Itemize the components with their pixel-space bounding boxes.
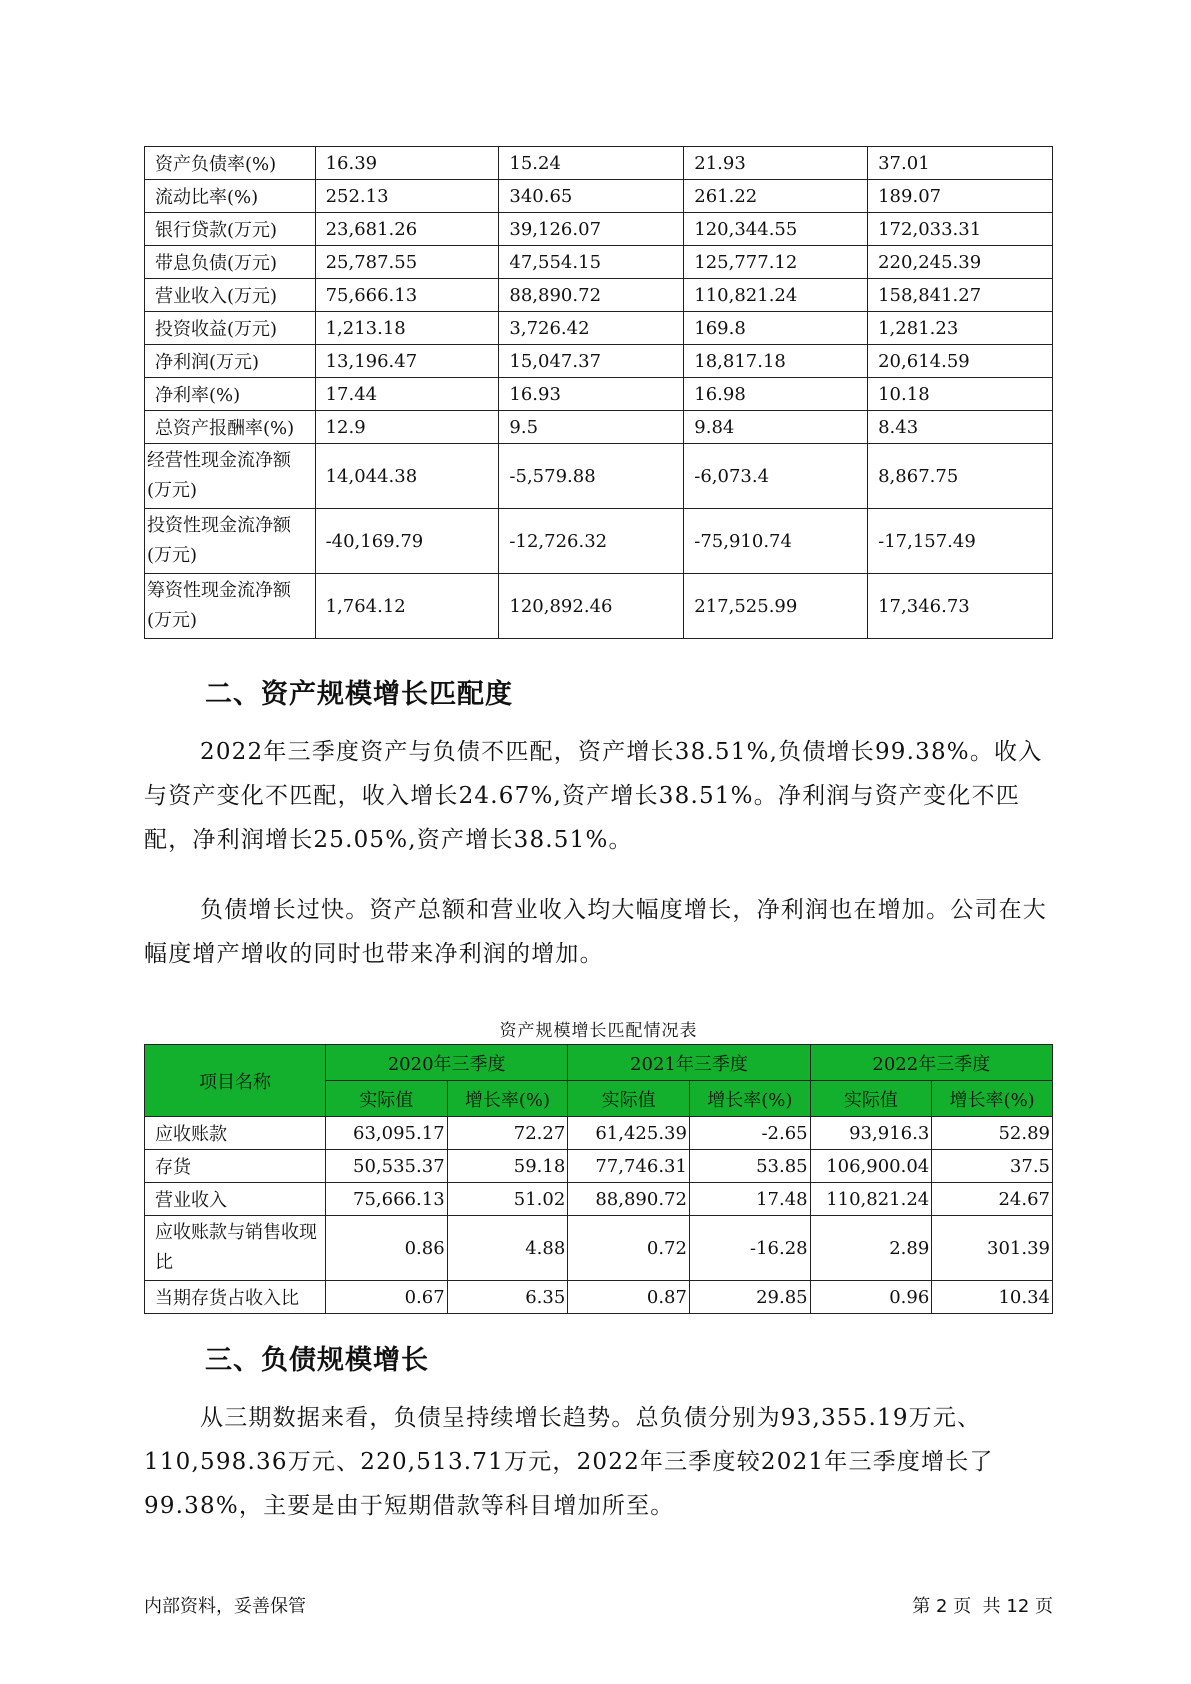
section2-paragraph-1: 2022年三季度资产与负债不匹配，资产增长38.51%,负债增长99.38%。收入与资产变化不匹配，收入增长24.67%,资产增长38.51%。净利润与资产变化不匹配，净利润增长25.05%,资产增长38.51%。: [144, 739, 1043, 853]
table-cell: 47,554.15: [499, 246, 684, 279]
table-cell: 20,614.59: [868, 345, 1053, 378]
table-row: [145, 147, 1053, 180]
table-cell: -5,579.88: [499, 444, 684, 509]
table-cell: 2.89: [810, 1216, 932, 1281]
table-cell: 220,245.39: [868, 246, 1053, 279]
growth-rate-header: 增长率(%): [447, 1081, 568, 1117]
period-header: 2020年三季度: [325, 1045, 567, 1081]
table-cell: 21.93: [684, 147, 868, 180]
table-cell: 88,890.72: [499, 279, 684, 312]
table-cell: 17.48: [689, 1183, 810, 1216]
table-cell: 18,817.18: [684, 345, 868, 378]
item-name-header: 项目名称: [145, 1045, 326, 1117]
table-cell: 106,900.04: [810, 1150, 932, 1183]
table-row: [145, 1183, 1053, 1216]
table-cell: 50,535.37: [325, 1150, 447, 1183]
table-cell: 16.93: [499, 378, 684, 411]
table-row: [145, 509, 1053, 574]
row-label: 流动比率(%): [145, 180, 316, 213]
table-cell: 15.24: [499, 147, 684, 180]
table-cell: 37.5: [932, 1150, 1053, 1183]
table-row: [145, 444, 1053, 509]
table-cell: 6.35: [447, 1281, 568, 1314]
table-cell: 39,126.07: [499, 213, 684, 246]
row-label: 应收账款: [145, 1117, 326, 1150]
table-cell: 169.8: [684, 312, 868, 345]
table-cell: 252.13: [315, 180, 499, 213]
financial-summary-table: [144, 146, 1053, 639]
row-label: 银行贷款(万元): [145, 213, 316, 246]
actual-value-header: 实际值: [810, 1081, 932, 1117]
row-label: 总资产报酬率(%): [145, 411, 316, 444]
table-cell: 23,681.26: [315, 213, 499, 246]
table-cell: 59.18: [447, 1150, 568, 1183]
row-label: 经营性现金流净额(万元): [145, 444, 316, 509]
table-cell: 77,746.31: [568, 1150, 690, 1183]
table-cell: 217,525.99: [684, 574, 868, 639]
table-cell: 51.02: [447, 1183, 568, 1216]
actual-value-header: 实际值: [325, 1081, 447, 1117]
table-cell: 1,281.23: [868, 312, 1053, 345]
table-cell: 12.9: [315, 411, 499, 444]
table-cell: 120,892.46: [499, 574, 684, 639]
row-label: 资产负债率(%): [145, 147, 316, 180]
actual-value-header: 实际值: [568, 1081, 690, 1117]
table-cell: 1,764.12: [315, 574, 499, 639]
table-cell: 0.72: [568, 1216, 690, 1281]
growth-rate-header: 增长率(%): [932, 1081, 1053, 1117]
period-header: 2022年三季度: [810, 1045, 1052, 1081]
row-label: 应收账款与销售收现比: [145, 1216, 326, 1281]
table-cell: 0.86: [325, 1216, 447, 1281]
table-cell: 17.44: [315, 378, 499, 411]
table-cell: -2.65: [689, 1117, 810, 1150]
table-row: [145, 411, 1053, 444]
row-label: 营业收入: [145, 1183, 326, 1216]
table-cell: 0.87: [568, 1281, 690, 1314]
table-cell: 63,095.17: [325, 1117, 447, 1150]
table-cell: 10.34: [932, 1281, 1053, 1314]
table-row: [145, 246, 1053, 279]
table-row: [145, 1150, 1053, 1183]
row-label: 存货: [145, 1150, 326, 1183]
section2-heading: 二、资产规模增长匹配度: [205, 679, 513, 710]
table-cell: 17,346.73: [868, 574, 1053, 639]
table-row: [145, 1117, 1053, 1150]
table-row: [145, 1281, 1053, 1314]
table-cell: 13,196.47: [315, 345, 499, 378]
table-cell: 24.67: [932, 1183, 1053, 1216]
table-row: [145, 279, 1053, 312]
table-row: [145, 312, 1053, 345]
row-label: 净利率(%): [145, 378, 316, 411]
table-cell: 189.07: [868, 180, 1053, 213]
footer-confidential-note: 内部资料，妥善保管: [144, 1596, 306, 1617]
table-cell: 14,044.38: [315, 444, 499, 509]
table-cell: 340.65: [499, 180, 684, 213]
table-row: [145, 1216, 1053, 1281]
table-cell: 110,821.24: [684, 279, 868, 312]
table-cell: 37.01: [868, 147, 1053, 180]
table-cell: 9.5: [499, 411, 684, 444]
row-label: 营业收入(万元): [145, 279, 316, 312]
table-cell: -12,726.32: [499, 509, 684, 574]
table-cell: 125,777.12: [684, 246, 868, 279]
table-cell: 0.67: [325, 1281, 447, 1314]
table-cell: 9.84: [684, 411, 868, 444]
table-cell: 8.43: [868, 411, 1053, 444]
table-cell: 261.22: [684, 180, 868, 213]
section3-heading: 三、负债规模增长: [205, 1345, 429, 1376]
table-cell: 61,425.39: [568, 1117, 690, 1150]
table-cell: 8,867.75: [868, 444, 1053, 509]
period-header: 2021年三季度: [568, 1045, 810, 1081]
table-cell: -6,073.4: [684, 444, 868, 509]
row-label: 筹资性现金流净额(万元): [145, 574, 316, 639]
table-cell: 10.18: [868, 378, 1053, 411]
table-cell: 4.88: [447, 1216, 568, 1281]
table-cell: 88,890.72: [568, 1183, 690, 1216]
table-row: [145, 345, 1053, 378]
table-cell: 3,726.42: [499, 312, 684, 345]
table-cell: 0.96: [810, 1281, 932, 1314]
row-label: 带息负债(万元): [145, 246, 316, 279]
table-cell: 29.85: [689, 1281, 810, 1314]
table-cell: 75,666.13: [325, 1183, 447, 1216]
table-cell: 53.85: [689, 1150, 810, 1183]
table-cell: 75,666.13: [315, 279, 499, 312]
section3-paragraph-1: 从三期数据来看，负债呈持续增长趋势。总负债分别为93,355.19万元、110,598.36万元、220,513.71万元，2022年三季度较2021年三季度增长了99.38%，主要是由于短期借款等科目增加所至。: [144, 1405, 994, 1519]
asset-growth-match-table: [144, 1044, 1053, 1314]
table-row: [145, 180, 1053, 213]
table-row: [145, 378, 1053, 411]
table-cell: 16.98: [684, 378, 868, 411]
table-cell: 25,787.55: [315, 246, 499, 279]
table-cell: 110,821.24: [810, 1183, 932, 1216]
table-cell: 120,344.55: [684, 213, 868, 246]
table-cell: 172,033.31: [868, 213, 1053, 246]
table-cell: 15,047.37: [499, 345, 684, 378]
table-caption: 资产规模增长匹配情况表: [499, 1021, 698, 1041]
footer-page-number: 第 2 页 共 12 页: [912, 1596, 1053, 1617]
row-label: 当期存货占收入比: [145, 1281, 326, 1314]
table-row: [145, 213, 1053, 246]
growth-rate-header: 增长率(%): [689, 1081, 810, 1117]
table-cell: 93,916.3: [810, 1117, 932, 1150]
table-cell: 1,213.18: [315, 312, 499, 345]
table-cell: -75,910.74: [684, 509, 868, 574]
table-row: [145, 574, 1053, 639]
table-cell: 158,841.27: [868, 279, 1053, 312]
row-label: 净利润(万元): [145, 345, 316, 378]
row-label: 投资收益(万元): [145, 312, 316, 345]
table-cell: -16.28: [689, 1216, 810, 1281]
table-cell: -40,169.79: [315, 509, 499, 574]
table-cell: 301.39: [932, 1216, 1053, 1281]
table-cell: 72.27: [447, 1117, 568, 1150]
section2-paragraph-2: 负债增长过快。资产总额和营业收入均大幅度增长，净利润也在增加。公司在大幅度增产增收的同时也带来净利润的增加。: [144, 897, 1047, 967]
row-label: 投资性现金流净额(万元): [145, 509, 316, 574]
table-cell: 52.89: [932, 1117, 1053, 1150]
table-cell: -17,157.49: [868, 509, 1053, 574]
table-cell: 16.39: [315, 147, 499, 180]
